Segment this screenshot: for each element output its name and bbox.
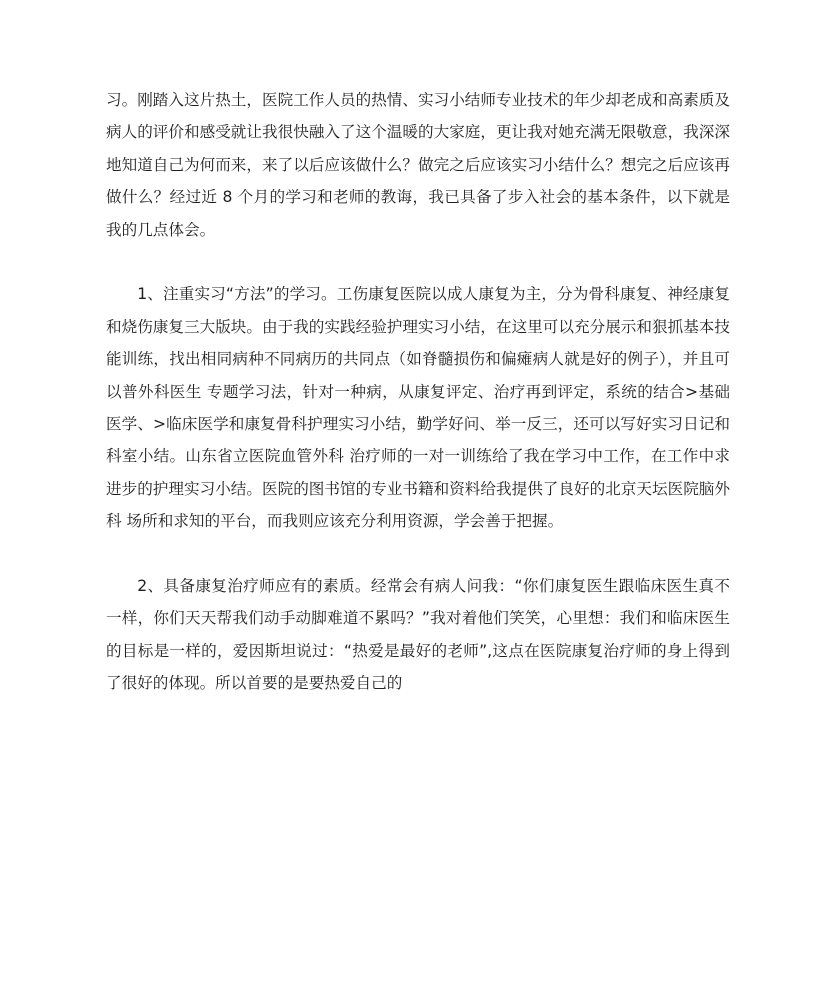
paragraph-point-2: 2、具备康复治疗师应有的素质。经常会有病人问我：“你们康复医生跟临床医生真不一样，你们天天帮我们动手动脚难道不累吗？”我对着他们笑笑，心里想：我们和临床医生的目标是一样的，爱因斯坦说过：“热爱是最好的老师”,这点在医院康复治疗师的身上得到了很好的体现。所以首要的是要热爱自己的 — [106, 577, 730, 693]
paragraph-intro: 习。刚踏入这片热土，医院工作人员的热情、实习小结师专业技术的年少却老成和高素质及病人的评价和感受就让我很快融入了这个温暖的大家庭，更让我对她充满无限敬意，我深深地知道自己为何而来，来了以后应该做什么？做完之后应该实习小结什么？想完之后应该再做什么？经过近 8 个月的学习和老师的教诲，我已具备了步入社会的基本条件，以下就是我的几点体会。 — [106, 91, 730, 239]
document-body — [106, 84, 730, 732]
paragraph-point-1: 1、注重实习“方法”的学习。工伤康复医院以成人康复为主，分为骨科康复、神经康复和烧伤康复三大版块。由于我的实践经验护理实习小结，在这里可以充分展示和狠抓基本技能训练，找出相同病种不同病历的共同点（如脊髓损伤和偏瘫病人就是好的例子），并且可以普外科医生 专题学习法，针对一种病，从康复评定、治疗再到评定，系统的结合>基础医学、>临床医学和康复骨科护理实习小结，勤学好问、举一反三，还可以写好实习日记和科室小结。山东省立医院血管外科 治疗师的一对一训练给了我在学习中工作，在工作中求进步的护理实习小结。医院的图书馆的专业书籍和资料给我提供了良好的北京天坛医院脑外科 场所和求知的平台，而我则应该充分利用资源，学会善于把握。 — [106, 285, 730, 531]
